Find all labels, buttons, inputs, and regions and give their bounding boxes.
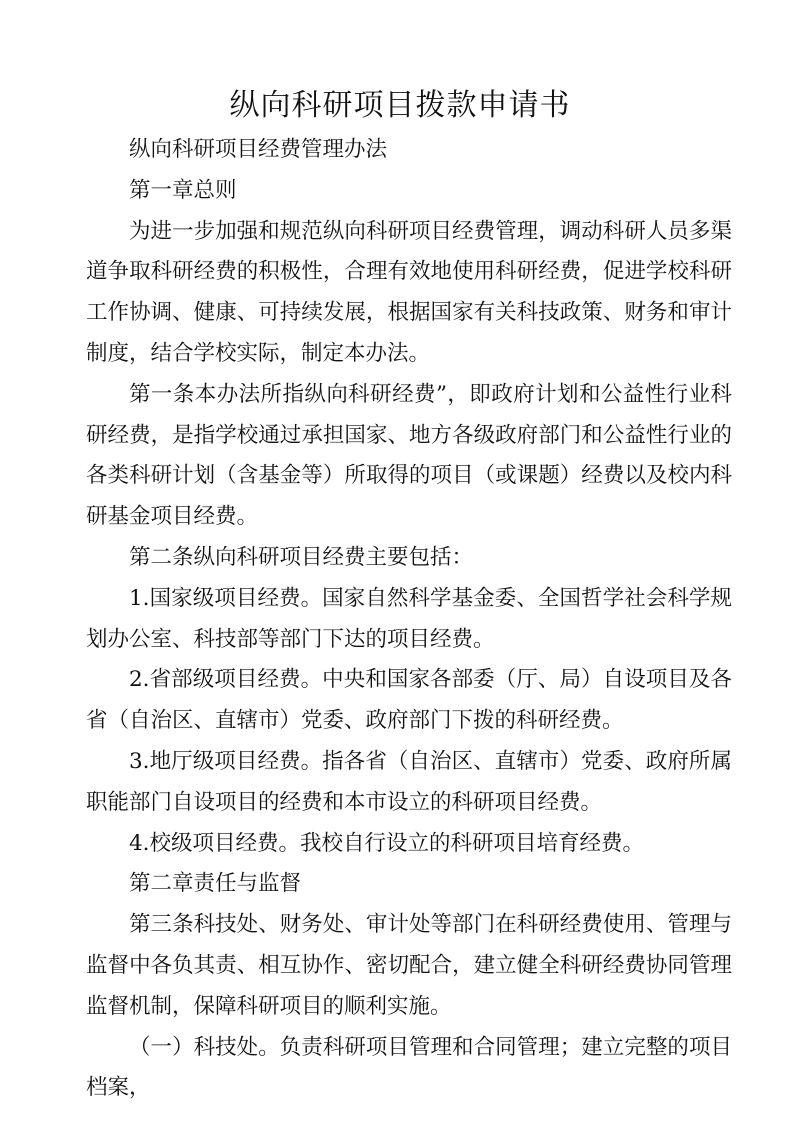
chapter-2-heading: 第二章责任与监督 [129,871,302,897]
subtitle: 纵向科研项目经费管理办法 [129,137,388,162]
list-item-3: 3.地厅级项目经费。指各省（自治区、直辖市）党委、政府所属职能部门自设项目的经费和本市设立的科研项目经费。 [86,748,732,815]
chapter-1-heading: 第一章总则 [129,177,237,203]
intro-paragraph: 为进一步加强和规范纵向科研项目经费管理，调动科研人员多渠道争取科研经费的积极性，合理有效地使用科研经费，促进学校科研工作协调、健康、可持续发展，根据国家有关科技政策、财务和审计制度，结合学校实际，制定本办法。 [86,218,732,366]
document-title: 纵向科研项目拨款申请书 [229,88,571,123]
list-item-1: 1.国家级项目经费。国家自然科学基金委、全国哲学社会科学规划办公室、科技部等部门下达的项目经费。 [86,585,732,652]
clause-1: （一）科技处。负责科研项目管理和合同管理；建立完整的项目档案， [86,1034,732,1101]
article-2: 第二条纵向科研项目经费主要包括： [129,544,474,570]
list-item-2: 2.省部级项目经费。中央和国家各部委（厅、局）自设项目及各省（自治区、直辖市）党委、政府部门下拨的科研经费。 [86,667,732,734]
article-1: 第一条本办法所指纵向科研经费”，即政府计划和公益性行业科研经费，是指学校通过承担国家、地方各级政府部门和公益性行业的各类科研计划（含基金等）所取得的项目（或课题）经费以及校内科研基金项目经费。 [86,381,732,530]
document-body [86,130,732,1109]
article-3: 第三条科技处、财务处、审计处等部门在科研经费使用、管理与监督中各负其责、相互协作、密切配合，建立健全科研经费协同管理监督机制，保障科研项目的顺利实施。 [86,912,732,1019]
list-item-4: 4.校级项目经费。我校自行设立的科研项目培育经费。 [129,830,645,856]
